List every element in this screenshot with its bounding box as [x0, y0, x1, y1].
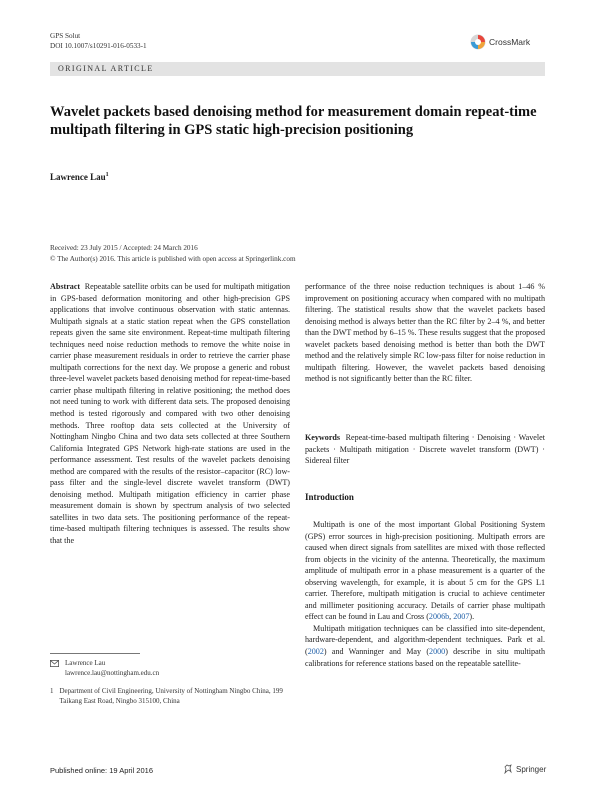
intro-p2-text: ) and Wanninger and May (: [323, 647, 430, 657]
doi: DOI 10.1007/s10291-016-0533-1: [50, 41, 147, 50]
received-accepted: Received: 23 July 2015 / Accepted: 24 March 2016: [50, 244, 198, 252]
keywords-text: Repeat-time-based multipath filtering · Denoising · Wavelet packets · Multipath mitigation · Discrete wavelet transform (DWT) · Sidereal filter: [305, 433, 545, 466]
introduction-body: [305, 519, 545, 759]
intro-paragraph-2: [305, 623, 545, 669]
abstract-column-left: [50, 281, 290, 633]
introduction-heading: Introduction: [305, 492, 354, 502]
keywords: [305, 432, 545, 467]
affiliation-footnote: [50, 686, 290, 706]
abstract-text-part1: Repeatable satellite orbits can be used for multipath mitigation in GPS-based deformation monitoring and other high-precision GPS applications that involve continuous observation with static antennas. Multipath signals at a static station repeat when the GPS constellation repeats given the same site environment. Repeat-time multipath filtering techniques need noise reduction methods to remove the white noise in carrier phase measurement residuals in order to retrieve the carrier phase multipath corrections for the next day. We propose a generic and robust three-level wavelet packets based denoising method for repeat-time-based carrier phase multipath filtering in relative positioning; the method does not need tuning to work with different data sets. The proposed denoising method is tested rigorously and compared with two other denoising methods. Three rooftop data sets collected at the University of Nottingham Ningbo China and two data sets collected at three Southern California Integrated GPS Network high-rate stations are used in the performance assessment. Test results of the wavelet packets denoising method are compared with the results of the resistor–capacitor (RC) low-pass filter and the single-level discrete wavelet transform (DWT) denoising method. Multipath mitigation efficiency in carrier phase measurement domain is shown by spectrum analysis of two selected satellites in two data sets. The positioning performance of the repeat-time-based multipath filtering techniques is assessed. The results show that the: [50, 282, 290, 546]
email-link[interactable]: lawrence.lau@nottingham.edu.cn: [65, 669, 160, 677]
corresponding-author-name: Lawrence Lau: [65, 659, 106, 667]
crossmark-badge[interactable]: [470, 32, 550, 52]
copyright-line: © The Author(s) 2016. This article is published with open access at Springerlink.com: [50, 254, 296, 263]
envelope-icon: [50, 660, 59, 667]
citation-link[interactable]: 2002: [307, 647, 324, 657]
article-type: ORIGINAL ARTICLE: [58, 64, 154, 73]
intro-p1-end: ).: [469, 612, 475, 622]
journal-name: GPS Solut: [50, 32, 81, 40]
abstract-label: Abstract: [50, 282, 81, 291]
footnote-divider: [50, 653, 140, 654]
intro-p2-text: ) describe in situ multipath calibrations for reference stations based on the repeatable satellite-: [305, 647, 545, 668]
crossmark-icon: [470, 34, 486, 50]
intro-paragraph-1: [305, 519, 545, 623]
springer-wordmark: Springer: [516, 764, 547, 774]
corresponding-author: [50, 658, 159, 678]
citation-link[interactable]: 2000: [429, 647, 446, 657]
published-online: Published online: 19 April 2016: [50, 766, 153, 775]
citation-link[interactable]: 2006b: [428, 612, 450, 622]
intro-p1-text: Multipath is one of the most important Global Positioning System (GPS) error sources in high-precision positioning. Multipath errors are caused when direct signals from satellites are mixed with those reflected from objects in the vicinity of the antenna. Theoretically, the maximum amplitude of multipath error in a phase measurement is a quarter of the observing wavelength, for example, it is about 5 cm for the GPS L1 carrier. Therefore, multipath mitigation is crucial to achieve centimeter and millimeter positioning accuracy. Details of carrier phase multipath effect can be found in Lau and Cross (: [305, 520, 545, 622]
author[interactable]: [50, 172, 109, 182]
intro-p2-text: Multipath mitigation techniques can be classified into site-dependent, hardware-dependent, and algorithm-dependent techniques. Park et al. (: [305, 623, 545, 657]
abstract-column-right: performance of the three noise reduction techniques is about 1–46 % improvement on positioning accuracy when compared with no multipath filtering. The statistical results show that the wavelet packets based denoising method is always better than the RC filter by 2–4 %, and better than the DWT method by 6–15 %. These results suggest that the proposed wavelet packets based denoising method is better than both the DWT method and the relatively simple RC low-pass filter for noise reduction in multipath filtering. However, the wavelet packets based denoising method is not significantly better than the RC filter.: [305, 282, 545, 384]
crossmark-label: CrossMark: [489, 37, 531, 47]
affiliation-text: Department of Civil Engineering, University of Nottingham Ningbo China, 199 Taikang East Road, Ningbo 315100, China: [59, 687, 283, 705]
citation-separator: ,: [449, 612, 454, 622]
article-title: Wavelet packets based denoising method for measurement domain repeat-time multipath filtering in GPS static high-precision positioning: [50, 104, 537, 138]
affiliation-number: 1: [50, 687, 54, 695]
article-dates: [50, 243, 296, 264]
keywords-label: Keywords: [305, 433, 341, 442]
springer-logo: [503, 764, 546, 774]
author-name: Lawrence Lau: [50, 172, 106, 182]
citation-link[interactable]: 2007: [453, 612, 470, 622]
springer-horse-icon: [503, 764, 513, 774]
journal-header: [50, 32, 147, 51]
author-affiliation-mark: 1: [105, 172, 109, 178]
